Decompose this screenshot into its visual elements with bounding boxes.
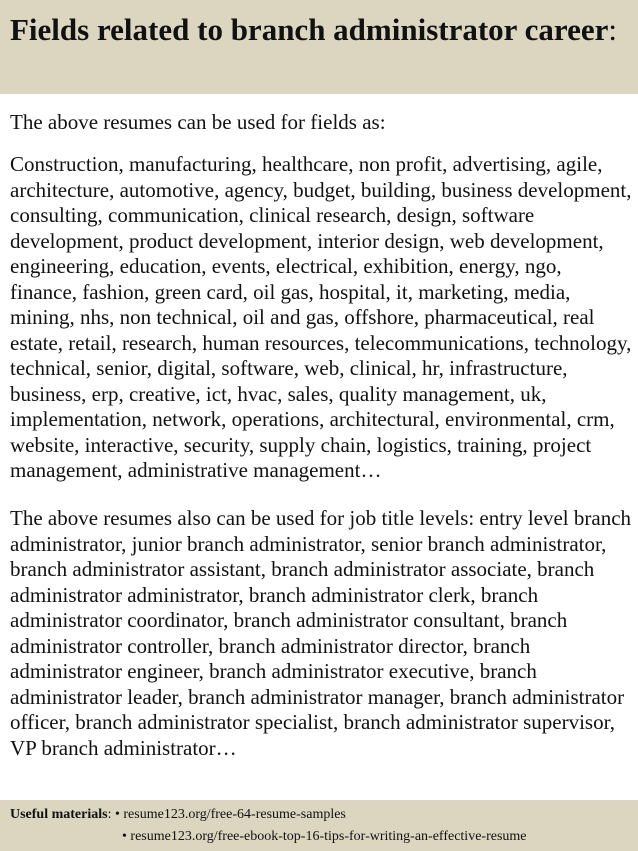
page-title-text: Fields related to branch administrator career <box>10 12 609 47</box>
page-title-colon: : <box>608 12 617 47</box>
footer-link-ebook-tips[interactable]: • resume123.org/free-ebook-top-16-tips-for-writing-an-effective-resume <box>122 829 527 844</box>
footer-line-2 <box>122 828 527 846</box>
useful-materials-colon: : <box>107 807 112 822</box>
intro-text: The above resumes can be used for fields as: <box>10 110 386 134</box>
header-band <box>0 0 638 94</box>
useful-materials-label: Useful materials <box>10 807 108 822</box>
job-levels-paragraph: The above resumes also can be used for job title levels: entry level branch administrator, junior branch administrator, senior branch administrator, branch administrator assistant, branch administrator associate, branch administrator administrator, branch administrator clerk, branch administrator coordinator, branch administrator consultant, branch administrator controller, branch administrator director, branch administrator engineer, branch administrator executive, branch administrator leader, branch administrator manager, branch administrator officer, branch administrator specialist, branch administrator supervisor, VP branch administrator… <box>10 506 632 760</box>
footer-link-resume-samples[interactable]: • resume123.org/free-64-resume-samples <box>114 807 346 822</box>
footer-line-1 <box>10 806 346 824</box>
footer-band <box>0 800 638 851</box>
page-title <box>10 10 630 50</box>
fields-paragraph: Construction, manufacturing, healthcare, non profit, advertising, agile, architecture, automotive, agency, budget, building, business development, consulting, communication, clinical research, design, software development, product development, interior design, web development, engineering, education, events, electrical, exhibition, energy, ngo, finance, fashion, green card, oil gas, hospital, it, marketing, media, mining, nhs, non technical, oil and gas, offshore, pharmaceutical, real estate, retail, research, human resources, telecommunications, technology, technical, senior, digital, software, web, clinical, hr, infrastructure, business, erp, creative, ict, hvac, sales, quality management, uk, implementation, network, operations, architectural, environmental, crm, website, interactive, security, supply chain, logistics, training, project management, administrative management… <box>10 152 632 482</box>
